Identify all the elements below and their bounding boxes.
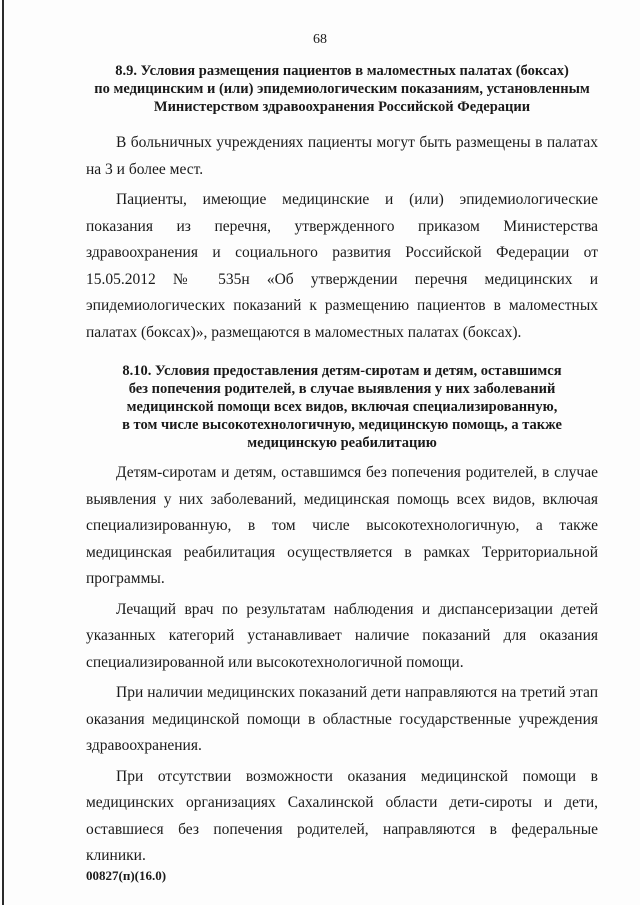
section-8-9-heading (86, 62, 598, 116)
page-content (86, 62, 598, 870)
scan-binding-edge (2, 0, 4, 905)
section-8-10-heading (86, 362, 598, 452)
heading-line: без попечения родителей, в случае выявления у них заболеваний (128, 381, 556, 397)
paragraph: При отсутствии возможности оказания медицинской помощи в медицинских организациях Сахалинской области дети-сироты и дети, оставшиеся без попечения родителей, направляются в федеральные клиники. (86, 767, 598, 864)
heading-line: медицинскую реабилитацию (247, 435, 437, 451)
heading-line: Министерством здравоохранения Российской Федерации (153, 99, 531, 115)
heading-line: 8.9. Условия размещения пациентов в маломестных палатах (боксах) (115, 63, 569, 79)
page-number: 68 (313, 32, 327, 47)
heading-line: в том числе высокотехнологичную, медицинскую помощь, а также (122, 417, 562, 433)
paragraph: При наличии медицинских показаний дети направляются на третий этап оказания медицинской помощи в областные государственные учреждения здравоохранения. (86, 684, 598, 754)
paragraph: Пациенты, имеющие медицинские и (или) эпидемиологические показания из перечня, утвержденного приказом Министерства здравоохранения и социального развития Российской Федерации от 15.05.2012 № 535н «Об утверждении перечня медицинских и эпидемиологических показаний к размещению пациентов в маломестных палатах (боксах)», размещаются в маломестных палатах (боксах). (86, 191, 598, 341)
paragraph: Детям-сиротам и детям, оставшимся без попечения родителей, в случае выявления у них заболеваний, медицинская помощь всех видов, включая специализированную, в том числе высокотехнологичную, а также медицинская реабилитация осуществляется в рамках Территориальной программы. (86, 464, 598, 587)
document-footer-code: 00827(п)(16.0) (86, 868, 167, 883)
heading-line: по медицинским и (или) эпидемиологическим показаниям, установленным (94, 81, 590, 97)
heading-line: медицинской помощи всех видов, включая специализированную, (126, 399, 558, 415)
paragraph: В больничных учреждениях пациенты могут быть размещены в палатах на 3 и более мест. (86, 134, 598, 178)
heading-line: 8.10. Условия предоставления детям-сиротам и детям, оставшимся (122, 363, 562, 379)
paragraph: Лечащий врач по результатам наблюдения и диспансеризации детей указанных категорий устанавливает наличие показаний для оказания специализированной или высокотехнологичной помощи. (86, 600, 598, 671)
